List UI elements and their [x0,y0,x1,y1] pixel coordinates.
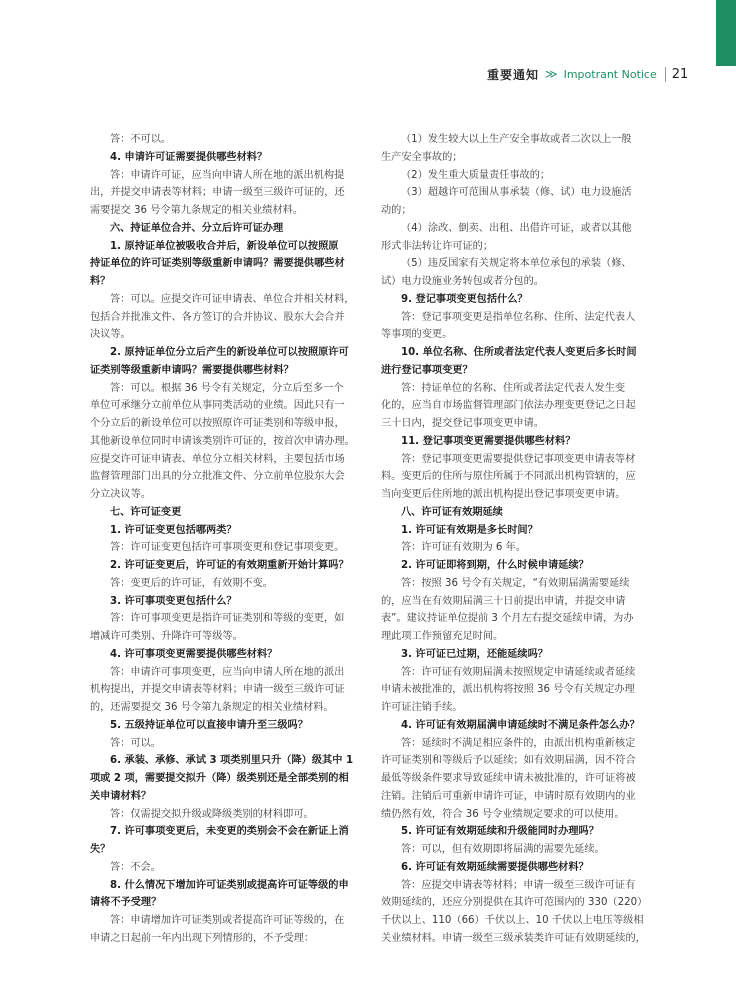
text-line: 决议等。 [90,329,131,341]
question-line: 6. 承装、承修、承试 3 项类别里只升（降）级其中 1 [110,755,354,767]
question-line: 9. 登记事项变更包括什么？ [401,293,528,305]
answer-line: 答：申请许可事项变更，应当向申请人所在地的派出 [110,666,345,678]
answer-line: 答：仅需提交拟升级或降级类别的材料即可。 [110,808,314,820]
answer-line: 答：变更后的许可证，有效期不变。 [110,577,273,589]
text-line: 申请未被批准的，派出机构将按照 36 号令有关规定办理 [381,684,635,696]
page-number: 21 [665,67,689,82]
section-heading: 八、许可证有效期延续 [401,506,503,518]
question-line: 3. 许可证已过期，还能延续吗？ [401,648,548,660]
answer-line: 答：申请增加许可证类别或者提高许可证等级的，在 [110,915,345,926]
text-line: 监督管理部门出具的分立批准文件、分立前单位股东大会 [90,471,345,483]
text-line: 申请之日起前一年内出现下列情形的，不予受理： [90,932,315,944]
text-line: 个分立后的新设单位可以按照原许可证类别和等级申报， [90,418,345,429]
question-line: 请将不予受理？ [90,897,162,909]
header-accent-bar [716,0,736,66]
section-heading: 七、许可证变更 [110,506,182,518]
text-line: 关业绩材料。申请一级至三级承装类许可证有效期延续的， [381,932,646,944]
text-line: 表”。建议持证单位提前 3 个月左右提交延续申请，为办 [381,613,634,625]
question-line: 关申请材料？ [90,790,152,802]
question-line: 10. 单位名称、住所或者法定代表人变更后多长时间 [401,347,637,358]
answer-line: 答：按照 36 号令有关规定，“有效期届满需要延续 [401,577,630,589]
answer-line: 答：许可证变更包括许可事项变更和登记事项变更。 [110,542,345,554]
answer-line: （5）违反国家有关规定将本单位承包的承装（修、 [401,258,632,270]
answer-line: （4）涂改、倒卖、出租、出借许可证，或者以其他 [401,222,632,234]
answer-line: 答：持证单位的名称、住所或者法定代表人发生变 [401,382,626,394]
answer-line: 答：登记事项变更需要提供登记事项变更申请表等材 [401,453,636,465]
question-line: 项或 2 项，需要提交拟升（降）级类别还是全部类别的相 [90,773,349,784]
text-line: 需要提交 36 号令第九条规定的相关业绩材料。 [90,205,304,216]
text-line: 机构提出，并提交申请表等材料；申请一级至三级许可证 [90,684,345,696]
section-heading: 六、持证单位合并、分立后许可证办理 [110,222,284,234]
answer-line: 答：可以。 [110,737,161,749]
question-line: 2. 许可证变更后，许可证的有效期重新开始计算吗？ [110,560,349,571]
text-line: 其他新设单位同时申请该类别许可证的，按首次申请办理。 [90,435,355,447]
question-line: 1. 许可证变更包括哪两类？ [110,524,237,536]
question-line: 3. 许可事项变更包括什么？ [110,595,237,607]
text-line: 生产安全事故的； [381,151,463,163]
text-line: 等事项的变更。 [381,329,453,341]
text-line: 理此项工作预留充足时间。 [381,631,504,642]
question-line: 进行登记事项变更？ [381,364,473,376]
question-line: 4. 申请许可证需要提供哪些材料？ [110,151,268,163]
text-line: 绩仍然有效，符合 36 号令业绩规定要求的可以使用。 [381,808,625,820]
text-line: 单位可承继分立前单位从事同类活动的业绩。因此只有一 [90,400,345,412]
answer-line: 答：不会。 [110,861,161,873]
section-title-cn: 重要通知 [487,67,540,82]
question-line: 7. 许可事项变更后，未变更的类别会不会在新证上消 [110,826,349,838]
text-line: 形式非法转让许可证的； [381,240,494,252]
text-line: 试）电力设施业务转包或者分包的。 [381,276,544,287]
text-line: 增减许可类别、升降许可等级等。 [90,631,243,642]
answer-line: （3）超越许可范围从事承装（修、试）电力设施活 [401,187,632,199]
double-chevron-icon: ≫ [545,67,558,81]
answer-line: 答：不可以。 [110,134,172,145]
question-line: 持证单位的许可证类别等级重新申请吗？需要提供哪些材 [90,258,345,270]
question-line: 1. 许可证有效期是多长时间？ [401,524,538,536]
question-line: 5. 许可证有效期延续和升级能同时办理吗？ [401,826,599,838]
text-line: 效期延续的，还应分别提供在其许可范围内的 330（220） [381,897,648,909]
answer-line: 答：延续时不满足相应条件的，由派出机构重新核定 [401,737,636,749]
answer-line: （1）发生较大以上生产安全事故或者二次以上一般 [401,134,632,145]
question-line: 4. 许可证有效期届满申请延续时不满足条件怎么办？ [401,719,640,731]
answer-line: （2）发生重大质量责任事故的； [401,169,551,181]
question-line: 5. 五级持证单位可以直接申请升至三级吗？ [110,719,308,731]
question-line: 4. 许可事项变更需要提供哪些材料？ [110,648,278,660]
answer-line: 答：许可证有效期届满未按照规定申请延续或者延续 [401,666,636,678]
question-line: 6. 许可证有效期延续需要提供哪些材料？ [401,861,589,873]
text-line: 的，还需要提交 36 号令第九条规定的相关业绩材料。 [90,702,334,713]
left-text-column [90,131,366,948]
text-line: 当向变更后住所地的派出机构提出登记事项变更申请。 [381,489,626,500]
text-line: 动的； [381,205,412,216]
question-line: 2. 许可证即将到期，什么时候申请延续？ [401,560,589,571]
text-line: 最低等级条件要求导致延续申请未被批准的，许可证将被 [381,773,636,784]
text-line: 应提交许可证申请表、单位分立相关材料，主要包括市场 [90,453,345,465]
answer-line: 答：可以。根据 36 号令有关规定，分立后至多一个 [110,382,344,394]
text-line: 出，并提交申请表等材料；申请一级至三级许可证的，还 [90,187,345,199]
text-line: 分立决议等。 [90,489,152,500]
question-line: 证类别等级重新申请吗？需要提供哪些材料？ [90,364,294,376]
text-line: 三十日内，提交登记事项变更申请。 [381,418,544,429]
text-line: 千伏以上、110（66）千伏以上、10 千伏以上电压等级相 [381,915,644,926]
answer-line: 答：应提交申请表等材料；申请一级至三级许可证有 [401,879,636,891]
question-line: 8. 什么情况下增加许可证类别或提高许可证等级的申 [110,879,349,891]
answer-line: 答：许可证有效期为 6 年。 [401,542,527,554]
right-text-column [381,131,657,948]
text-line: 许可证类别和等级后予以延续；如有效期届满，因不符合 [381,755,636,767]
answer-line: 答：申请许可证，应当向申请人所在地的派出机构提 [110,169,345,181]
page-header [487,64,736,84]
text-line: 料。变更后的住所与原住所属于不同派出机构管辖的，应 [381,471,636,483]
question-line: 2. 原持证单位分立后产生的新设单位可以按照原许可 [110,347,349,358]
text-line: 化的，应当自市场监督管理部门依法办理变更登记之日起 [381,400,636,412]
text-line: 许可证注销手续。 [381,702,463,713]
answer-line: 答：登记事项变更是指单位名称、住所、法定代表人 [401,311,636,323]
question-line: 失？ [90,844,111,855]
answer-line: 答：许可事项变更是指许可证类别和等级的变更，如 [110,613,345,625]
question-line: 11. 登记事项变更需要提供哪些材料？ [401,435,576,447]
question-line: 1. 原持证单位被吸收合并后，新设单位可以按照原 [110,240,339,252]
section-title-en: Impotrant Notice [563,67,657,81]
text-line: 包括合并批准文件、各方签订的合并协议、股东大会合并 [90,311,345,323]
question-line: 料？ [90,276,111,287]
text-line: 注销。注销后可重新申请许可证，申请时原有效期内的业 [381,790,636,802]
text-line: 的，应当在有效期届满三十日前提出申请，并提交申请 [381,595,626,607]
answer-line: 答：可以，但有效期即将届满的需要先延续。 [401,844,605,855]
answer-line: 答：可以。应提交许可证申请表、单位合并相关材料， [110,293,355,305]
